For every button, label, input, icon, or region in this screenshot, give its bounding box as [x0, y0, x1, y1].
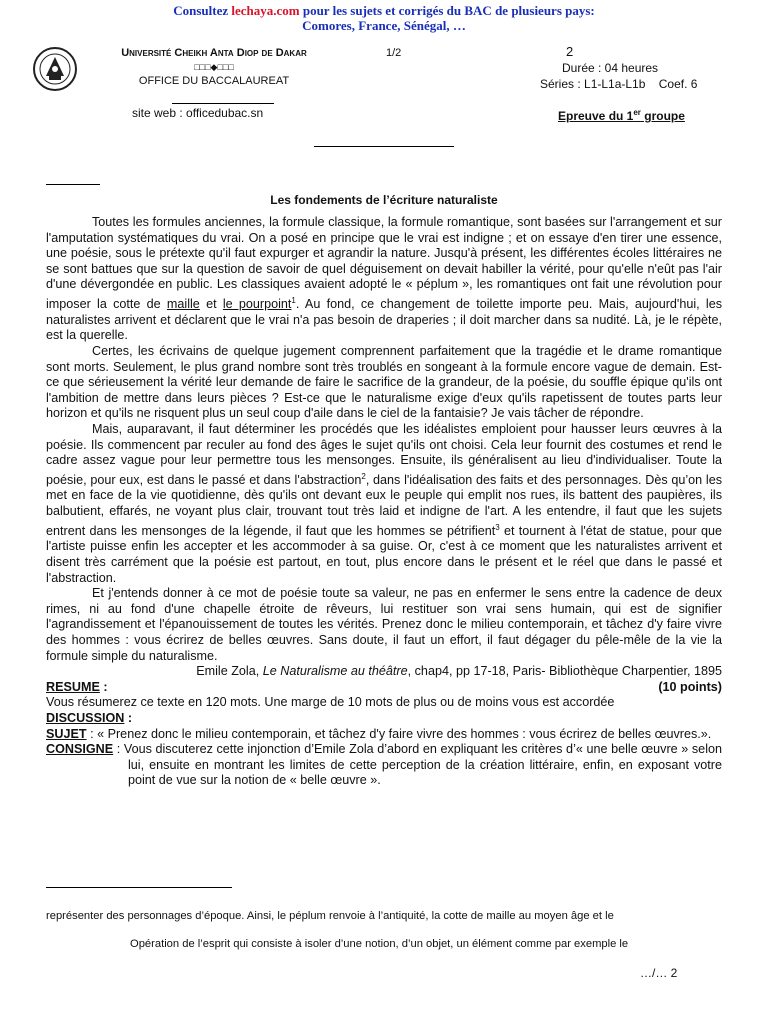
banner-line-2: Comores, France, Sénégal, …: [302, 18, 466, 33]
divider-center: [314, 146, 454, 147]
header-left: [104, 46, 324, 88]
discussion-heading: DISCUSSION :: [46, 710, 133, 725]
text-title: Les fondements de l’écriture naturaliste: [270, 193, 498, 207]
page-continuation: …/… 2: [640, 966, 678, 980]
exam-duration: Durée : 04 heures: [562, 61, 659, 75]
header-separator: □□□◆□□□: [194, 62, 234, 72]
resume-label: RESUME: [46, 679, 100, 694]
page-indicator: 1/2: [386, 47, 402, 59]
main-text: [46, 215, 722, 789]
paragraph-4: Et j'entends donner à ce mot de poésie toute sa valeur, ne pas en enfermer le sens entre la cadence de deux rimes, ni au fond d'une chapelle étroite de rêveurs, lui restituer son vrai sens humain, qui est de signifier l'agrandissement et l'épanouissement de toutes les vérités. Prenez donc le milieu contemporain, et tâchez d'y faire vivre des hommes : vous écrirez de belles œuvres. Sans doute, il faut un effort, il faut dégager du pêle-mêle de la vie la formule simple du naturalisme.: [46, 586, 722, 663]
exam-series: Séries : L1-L1a-L1b Coef. 6: [540, 77, 698, 91]
website[interactable]: site web : officedubac.sn: [132, 106, 264, 120]
site-banner: [0, 3, 768, 33]
university-seal-logo: [32, 46, 78, 92]
resume-instruction: Vous résumerez ce texte en 120 mots. Une marge de 10 mots de plus ou de moins vous est accordée: [46, 695, 615, 710]
exam-code: 2: [566, 44, 574, 59]
citation: Emile Zola, Le Naturalisme au théâtre, chap4, pp 17-18, Paris- Bibliothèque Charpentier, 1895: [196, 664, 722, 679]
footnote-2: Opération de l’esprit qui consiste à isoler d’une notion, d’un objet, un élément comme par exemple le: [130, 938, 629, 950]
banner-line-1: Consultez lechaya.com pour les sujets et corrigés du BAC de plusieurs pays:: [173, 3, 595, 18]
divider-short: [172, 103, 274, 104]
paragraph-2: Certes, les écrivains de quelque jugement comprennent parfaitement que la tragédie et le drame romantique sont morts. Seulement, le plus grand nombre sont très troublés en songeant à la formule encore vague de demain. Est-ce que sérieusement la vérité leur demande de faire le sacrifice de la grandeur, de la poésie, du souffle épique qu'ils ont l'ambition de mettre dans leurs pièces ? Est-ce que le naturalisme exige d'eux qu'ils rapetissent de toutes parts leur horizon et qu'ils ne risquent plus un seul coup d'aile dans le ciel de la fantaisie? Je vais tâcher de répondre.: [46, 343, 722, 421]
exam-group-label: Epreuve du 1er groupe: [558, 108, 685, 123]
paragraph-3: Mais, auparavant, il faut déterminer les procédés que les idéalistes emploient pour hausser leurs œuvres à la poésie. Ils commencent par reculer au fond des âges le sujet qu'ils ont choisi. Cela leur fournit des costumes et rend le cadre assez vague pour leur permettre tous les mensonges. Ensuite, ils généralisent au lieu d'individualiser. Toute la poésie, pour eux, est dans le passé et dans l'abstraction$^2$, dans l'idéalisation des faits et des personnages. Dès qu’on les met en face de la vie quotidienne, dès qu'ils ont devant eux le peuple qui emplit nos rues, ils battent des paupières, ils balbutient, effarés, ne voyant plus clair, trouvant tout très laid et indigne de l'art. A les entendre, il faut que les sujets entrent dans les mensonges de la légende, il faut que les hommes se pétrifient$^3$ et tournent à l'état de statue, pour que l'artiste puisse enfin les accepter et les accommoder à sa guise. Or, c'est à ce moment que les naturalistes arrivent et disent très carrément que la poésie est partout, en tout, plus encore dans le présent et le réel que dans le passé et l'abstraction.: [46, 421, 722, 585]
resume-points: (10 points): [658, 679, 722, 694]
discussion-instructions: CONSIGNE : Vous discuterez cette injonction d’Emile Zola d’abord en expliquant les critères d’« une belle œuvre » selon lui, ensuite en montrant les limites de cette perception de la création littéraire, enfin, en exposant votre point de vue sur la notion de « belle œuvre ».: [46, 742, 722, 788]
paragraph-1: Toutes les formules anciennes, la formule classique, la formule romantique, sont basées sur l'arrangement et sur l'amputation systématiques du vrai. On a posé en principe que le vrai est indigne ; et on essaye d'en tirer une essence, une poésie, sous le prétexte qu'il faut expurger et agrandir la nature. Jusqu'à présent, les différentes écoles littéraires ne se sont battues que sur la question de savoir de quel déguisement on devait habiller la vérité, pour qu'elle n'eût pas l'air d'une dévergondée en public. Les classiques avaient adopté le « péplum », les romantiques ont fait une révolution pour imposer la cotte de maille et le pourpoint$^1$. Au fond, ce changement de toilette importe peu. Mais, aujourd'hui, les naturalistes arrivent et déclarent que le vrai n'a pas besoin de draperies ; il doit marcher dans sa nudité. Là, je le répète, est la querelle.: [46, 215, 722, 343]
brand-link[interactable]: lechaya.com: [231, 3, 300, 18]
office-name: OFFICE DU BACCALAUREAT: [138, 75, 290, 87]
footnote-divider: [46, 887, 232, 888]
resume-heading: RESUME : (10 points): [46, 679, 722, 694]
university-name: Université Cheikh Anta Diop de Dakar: [121, 47, 307, 59]
footnote-1: représenter des personnages d’époque. Ainsi, le péplum renvoie à l’antiquité, la cotte de maille au moyen âge et le: [46, 910, 614, 922]
divider-left: [46, 184, 100, 185]
discussion-subject: SUJET : « Prenez donc le milieu contemporain, et tâchez d'y faire vivre des hommes : vous écrirez de belles œuvres.».: [46, 726, 712, 741]
